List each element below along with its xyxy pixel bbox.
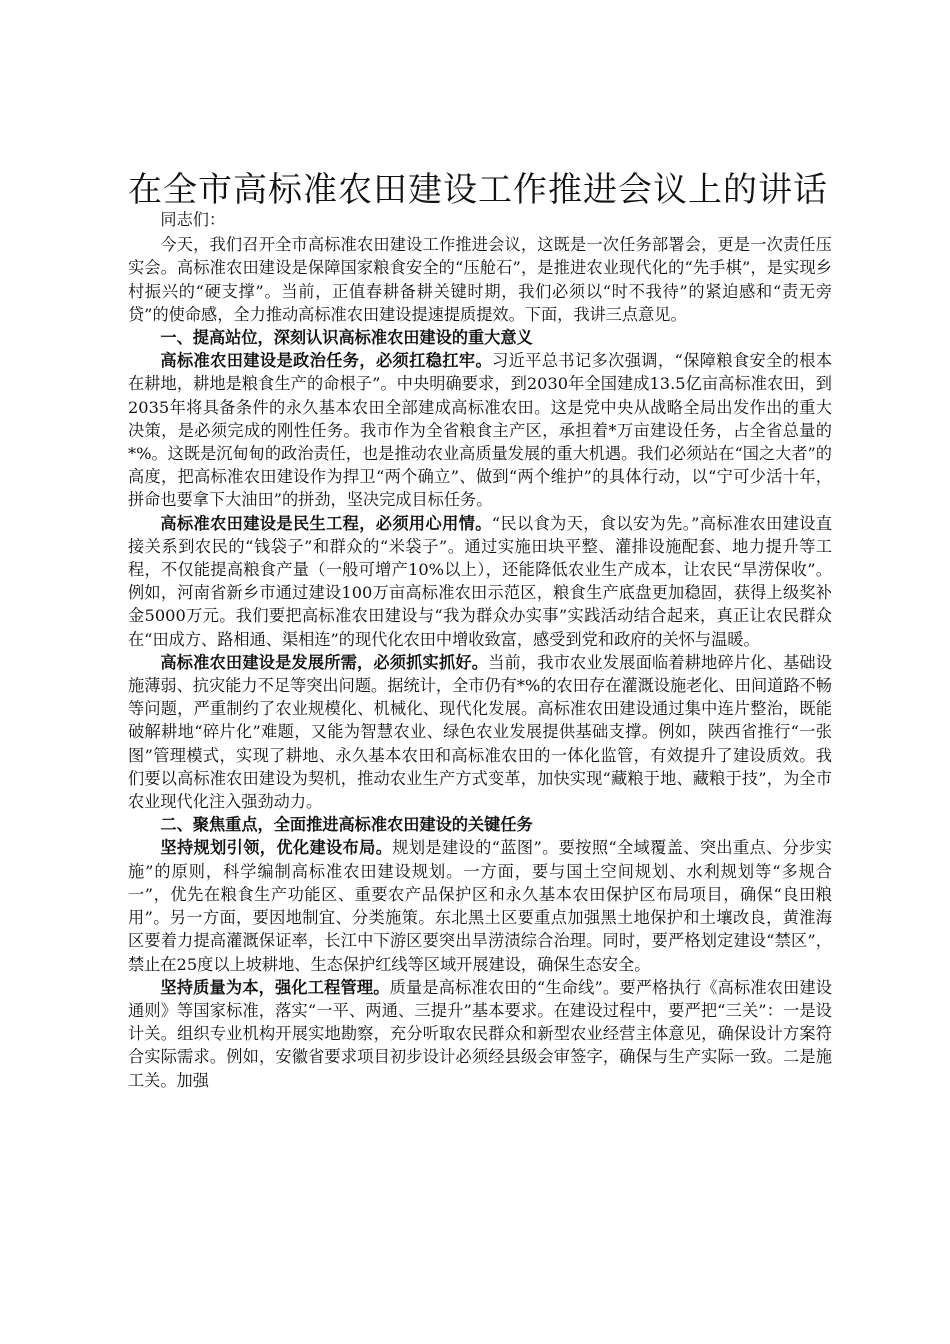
section-1-paragraph-1 [128,349,832,511]
paragraph-lead: 坚持质量为本，强化工程管理。 [160,977,390,997]
document-body [128,208,832,1092]
section-2-paragraph-1 [128,836,832,975]
paragraph-text: 质量是高标准农田的“生命线”。要严格执行《高标准农田建设通则》等国家标准，落实“一平、两通、三提升”基本要求。在建设过程中，要严把“三关”：一是设计关。组织专业机构开展实地勘察，充分听取农民群众和新型农业经营主体意见，确保设计方案符合实际需求。例如，安徽省要求项目初步设计必须经县级会审签字，确保与生产实际一致。二是施工关。加强 [128,977,832,1090]
paragraph-lead: 高标准农田建设是发展所需，必须抓实抓好。 [160,652,489,672]
section-2-paragraph-2 [128,976,832,1092]
salutation: 同志们： [160,210,226,229]
section-heading-2: 二、聚焦重点，全面推进高标准农田建设的关键任务 [160,815,533,835]
paragraph-lead: 坚持规划引领，优化建设布局。 [160,838,393,858]
paragraph-text: 习近平总书记多次强调，“保障粮食安全的根本在耕地，耕地是粮食生产的命根子”。中央明确要求，到2030年全国建成13.5亿亩高标准农田，到2035年将具备条件的永久基本农田全部建成高标准农田。这是党中央从战略全局出发作出的重大决策，是必须完成的刚性任务。我市作为全省粮食主产区，承担着*万亩建设任务，占全省总量的*%。这既是沉甸甸的政治责任，也是推动农业高质量发展的重大机遇。我们必须站在“国之大者”的高度，把高标准农田建设作为捍卫“两个确立”、做到“两个维护”的具体行动，以“宁可少活十年，拼命也要拿下大油田”的拼劲，坚决完成目标任务。 [128,351,833,510]
section-heading-1: 一、提高站位，深刻认识高标准农田建设的重大意义 [160,328,533,348]
paragraph-lead: 高标准农田建设是民生工程，必须用心用情。 [160,513,492,533]
section-1-paragraph-2 [128,512,832,651]
intro-paragraph: 今天，我们召开全市高标准农田建设工作推进会议，这既是一次任务部署会，更是一次责任压实会。高标准农田建设是保障国家粮食安全的“压舱石”，是推进农业现代化的“先手棋”，是实现乡村振兴的“硬支撑”。当前，正值春耕备耕关键时期，我们必须以“时不我待”的紧迫感和“责无旁贷”的使命感，全力推动高标准农田建设提速提质提效。下面，我讲三点意见。 [128,235,832,324]
paragraph-text: 规划是建设的“蓝图”。要按照“全域覆盖、突出重点、分步实施”的原则，科学编制高标准农田建设规划。一方面，要与国土空间规划、水利规划等“多规合一”，优先在粮食生产功能区、重要农产品保护区和永久基本农田保护区布局项目，确保“良田粮用”。另一方面，要因地制宜、分类施策。东北黑土区要重点加强黑土地保护和土壤改良，黄淮海区要着力提高灌溉保证率，长江中下游区要突出旱涝渍综合治理。同时，要严格划定建设“禁区”，禁止在25度以上坡耕地、生态保护红线等区域开展建设，确保生态安全。 [128,838,832,974]
document-title: 在全市高标准农田建设工作推进会议上的讲话 [128,170,828,210]
paragraph-text: “民以食为天，食以安为先。”高标准农田建设直接关系到农民的“钱袋子”和群众的“米袋子”。通过实施田块平整、灌排设施配套、地力提升等工程，不仅能提高粮食产量（一般可增产10%以上），还能降低农业生产成本，让农民“旱涝保收”。例如，河南省新乡市通过建设100万亩高标准农田示范区，粮食生产底盘更加稳固，获得上级奖补金5000万元。我们要把高标准农田建设与“我为群众办实事”实践活动结合起来，真正让农民群众在“田成方、路相通、渠相连”的现代化农田中增收致富，感受到党和政府的关怀与温暖。 [128,513,833,649]
paragraph-text: 当前，我市农业发展面临着耕地碎片化、基础设施薄弱、抗灾能力不足等突出问题。据统计，全市仍有*%的农田存在灌溉设施老化、田间道路不畅等问题，严重制约了农业规模化、机械化、现代化发展。高标准农田建设通过集中连片整治，既能破解耕地“碎片化”难题，又能为智慧农业、绿色农业发展提供基础支撑。例如，陕西省推行“一张图”管理模式，实现了耕地、永久基本农田和高标准农田的一体化监管，有效提升了建设质效。我们要以高标准农田建设为契机，推动农业生产方式变革，加快实现“藏粮于地、藏粮于技”，为全市农业现代化注入强劲动力。 [128,652,833,812]
section-1-paragraph-3 [128,651,832,813]
paragraph-lead: 高标准农田建设是政治任务，必须扛稳扛牢。 [160,351,493,371]
